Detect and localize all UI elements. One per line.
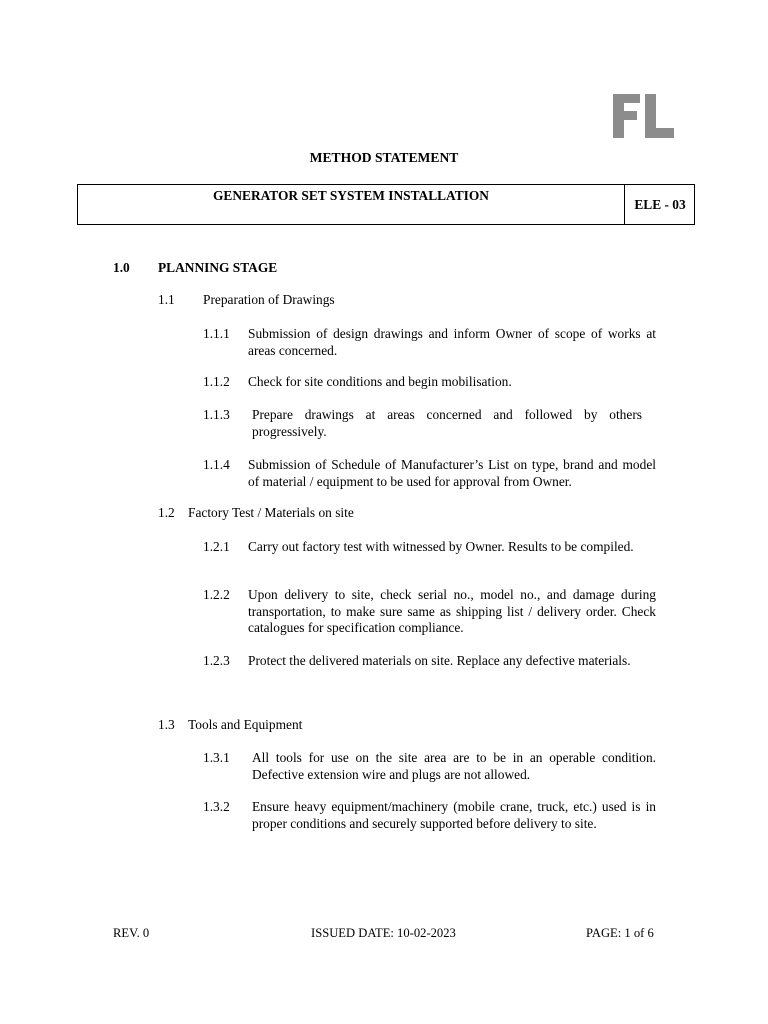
footer-revision: REV. 0 — [113, 926, 150, 940]
document-code: ELE - 03 — [634, 197, 686, 212]
section-title: PLANNING STAGE — [158, 260, 278, 275]
footer-issued-date: ISSUED DATE: 10-02-2023 — [311, 926, 456, 940]
item-text: Carry out factory test with witnessed by Owner. Results to be compiled. — [248, 539, 634, 554]
item-number: 1.3.2 — [203, 799, 230, 814]
item-number: 1.2.2 — [203, 587, 230, 602]
company-logo — [610, 92, 676, 140]
document-title: METHOD STATEMENT — [309, 150, 459, 165]
item-number: 1.1.1 — [203, 326, 230, 341]
item-text: Prepare drawings at areas concerned and followed by others progressively. — [252, 407, 642, 439]
item-text: Check for site conditions and begin mobilisation. — [248, 374, 512, 389]
subsection-number: 1.2 — [158, 505, 175, 520]
item-number: 1.1.4 — [203, 457, 230, 472]
subsection-title: Preparation of Drawings — [203, 292, 335, 307]
item-number: 1.2.3 — [203, 653, 230, 668]
document-subject: GENERATOR SET SYSTEM INSTALLATION — [213, 188, 489, 203]
footer-page-number: PAGE: 1 of 6 — [586, 926, 654, 940]
item-text: Upon delivery to site, check serial no., model no., and damage during transportation, to make sure same as shipping list / delivery order. Check catalogues for specification compliance. — [248, 587, 656, 635]
item-number: 1.1.3 — [203, 407, 230, 422]
subsection-title: Factory Test / Materials on site — [188, 505, 354, 520]
item-number: 1.2.1 — [203, 539, 230, 554]
item-text: Ensure heavy equipment/machinery (mobile crane, truck, etc.) used is in proper conditions and securely supported before delivery to site. — [252, 799, 656, 831]
subsection-number: 1.1 — [158, 292, 175, 307]
section-number: 1.0 — [113, 260, 130, 275]
item-text: Submission of Schedule of Manufacturer’s List on type, brand and model of material / equipment to be used for approval from Owner. — [248, 457, 656, 489]
item-number: 1.3.1 — [203, 750, 230, 765]
item-text: Protect the delivered materials on site. Replace any defective materials. — [248, 653, 631, 668]
item-text: Submission of design drawings and inform Owner of scope of works at areas concerned. — [248, 326, 656, 358]
subsection-number: 1.3 — [158, 717, 175, 732]
title-box — [77, 184, 695, 225]
subsection-title: Tools and Equipment — [188, 717, 303, 732]
item-number: 1.1.2 — [203, 374, 230, 389]
item-text: All tools for use on the site area are to be in an operable condition. Defective extension wire and plugs are not allowed. — [252, 750, 656, 782]
